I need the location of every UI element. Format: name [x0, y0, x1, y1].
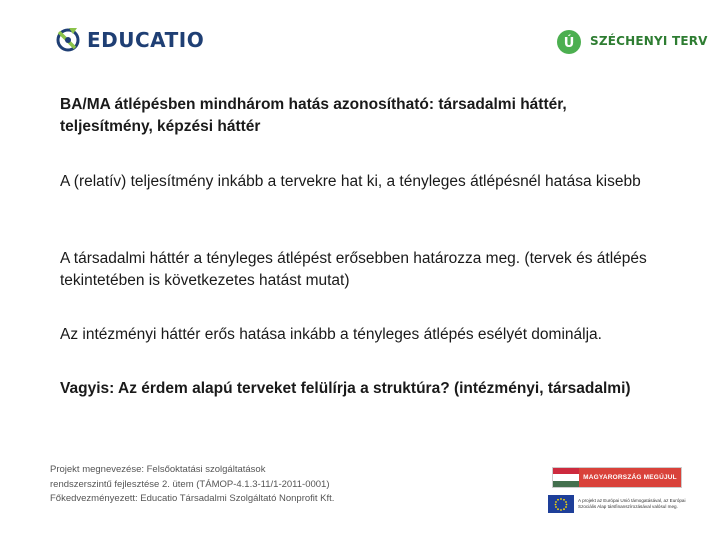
banner-text: MAGYARORSZÁG MEGÚJUL — [579, 468, 681, 487]
educatio-logo — [55, 26, 204, 54]
paragraph-summary: BA/MA átlépésben mindhárom hatás azonosítható: társadalmi háttér, teljesítmény, képzési háttér — [60, 96, 567, 135]
project-name: Projekt megnevezése: Felsőoktatási szolgáltatások — [50, 464, 266, 475]
szechenyi-terv-logo — [556, 27, 708, 55]
eu-text-line-1: A projekt az Európai Unió támogatásával, az Európai — [578, 498, 686, 504]
magyarorszag-megujul-banner — [552, 467, 682, 488]
szechenyi-logo-text: SZÉCHENYI TERV — [590, 34, 708, 48]
hungarian-flag-icon — [553, 468, 579, 487]
eu-support-text — [578, 498, 686, 509]
eu-text-line-2: Szociális Alap társfinanszírozásával valósul meg. — [578, 504, 678, 509]
eu-support-block — [548, 494, 692, 514]
educatio-emblem-icon — [55, 26, 81, 54]
svg-text:Ú: Ú — [563, 36, 575, 51]
paragraph-institutional: Az intézményi háttér erős hatása inkább a tényleges átlépés esélyét dominálja. — [60, 326, 602, 343]
beneficiary: Főkedvezményezett: Educatio Társadalmi Szolgáltató Nonprofit Kft. — [50, 493, 335, 504]
paragraph-conclusion: Vagyis: Az érdem alapú terveket felülírja a struktúra? (intézményi, társadalmi) — [60, 380, 631, 397]
szechenyi-emblem-icon — [556, 27, 582, 55]
project-info — [50, 463, 334, 507]
eu-flag-icon — [548, 495, 574, 513]
paragraph-social-background: A társadalmi háttér a tényleges átlépést erősebben határozza meg. (tervek és átlépés tekintetében is következetes hatást mutat) — [60, 250, 647, 289]
project-id: rendszerszintű fejlesztése 2. ütem (TÁMOP-4.1.3-11/1-2011-0001) — [50, 478, 330, 490]
paragraph-performance: A (relatív) teljesítmény inkább a tervekre hat ki, a tényleges átlépésnél hatása kisebb — [60, 173, 641, 190]
educatio-logo-text: EDUCATIO — [87, 28, 205, 52]
